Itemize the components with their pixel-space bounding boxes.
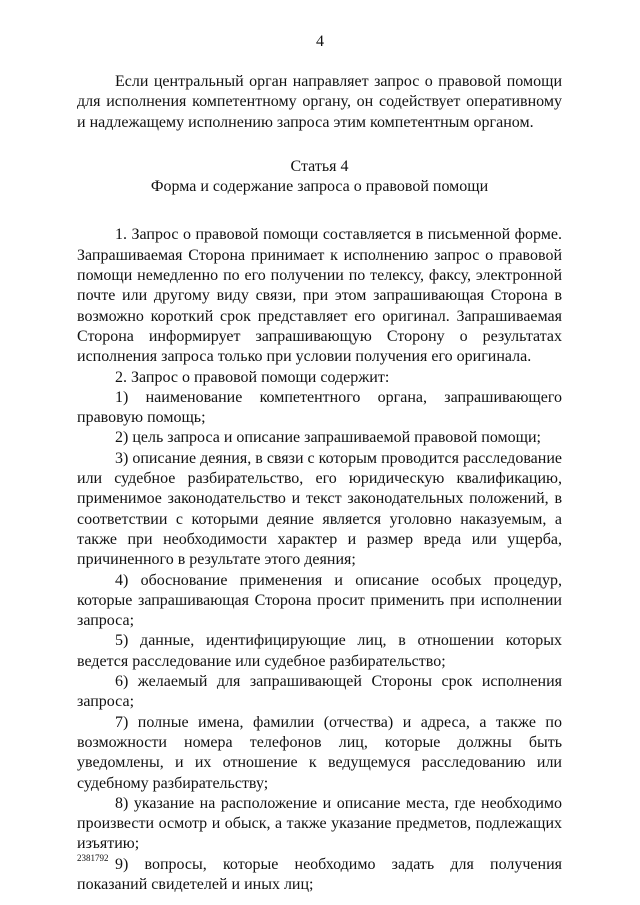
article-title: Форма и содержание запроса о правовой помощи: [150, 178, 489, 196]
list-item-3: 3) описание деяния, в связи с которым проводится расследование или судебное разбирательство, его юридическую квалификацию, применимое законодательство и текст законодательных положений, в соответствии с которыми деяние является уголовно наказуемым, а также при необходимости характер и размер вреда или ущерба, причиненного в результате этого деяния;: [77, 449, 562, 569]
list-item-4: 4) обоснование применения и описание особых процедур, которые запрашивающая Сторона просит применить при исполнении запроса;: [77, 571, 562, 630]
list-item-6: 6) желаемый для запрашивающей Стороны срок исполнения запроса;: [77, 673, 562, 711]
list-item-7: 7) полные имена, фамилии (отчества) и адреса, а также по возможности номера телефонов лиц, которые должны быть уведомлены, и их отношение к ведущемуся расследованию или судебному разбирательству;: [77, 713, 562, 792]
intro-paragraph: Если центральный орган направляет запрос о правовой помощи для исполнения компетентному органу, он содействует оперативному и надлежащему исполнению запроса этим компетентным органом.: [77, 73, 562, 131]
page-number: 4: [316, 33, 324, 50]
document-body: [77, 72, 562, 895]
list-item-9: 9) вопросы, которые необходимо задать для получения показаний свидетелей и иных лиц;: [77, 855, 562, 893]
article-number: Статья 4: [290, 157, 349, 175]
paragraph-1: 1. Запрос о правовой помощи составляется в письменной форме. Запрашиваемая Сторона принимает к исполнению запрос о правовой помощи немедленно по его получении по телексу, факсу, электронной почте или другому виду связи, при этом запрашивающая Сторона в возможно короткий срок представляет его оригинал. Запрашиваемая Сторона информирует запрашивающую Сторону о результатах исполнения запроса только при условии получения его оригинала.: [77, 226, 562, 366]
document-code: 2381792: [77, 853, 109, 863]
list-item-1: 1) наименование компетентного органа, запрашивающего правовую помощь;: [77, 388, 562, 427]
list-item-5: 5) данные, идентифицирующие лиц, в отношении которых ведется расследование или судебное разбирательство;: [77, 632, 562, 670]
paragraph-2: 2. Запрос о правовой помощи содержит:: [115, 368, 390, 386]
list-item-2: 2) цель запроса и описание запрашиваемой правовой помощи;: [115, 429, 541, 447]
list-item-8: 8) указание на расположение и описание места, где необходимо произвести осмотр и обыск, а также указание предметов, подлежащих изъятию;: [77, 794, 562, 853]
